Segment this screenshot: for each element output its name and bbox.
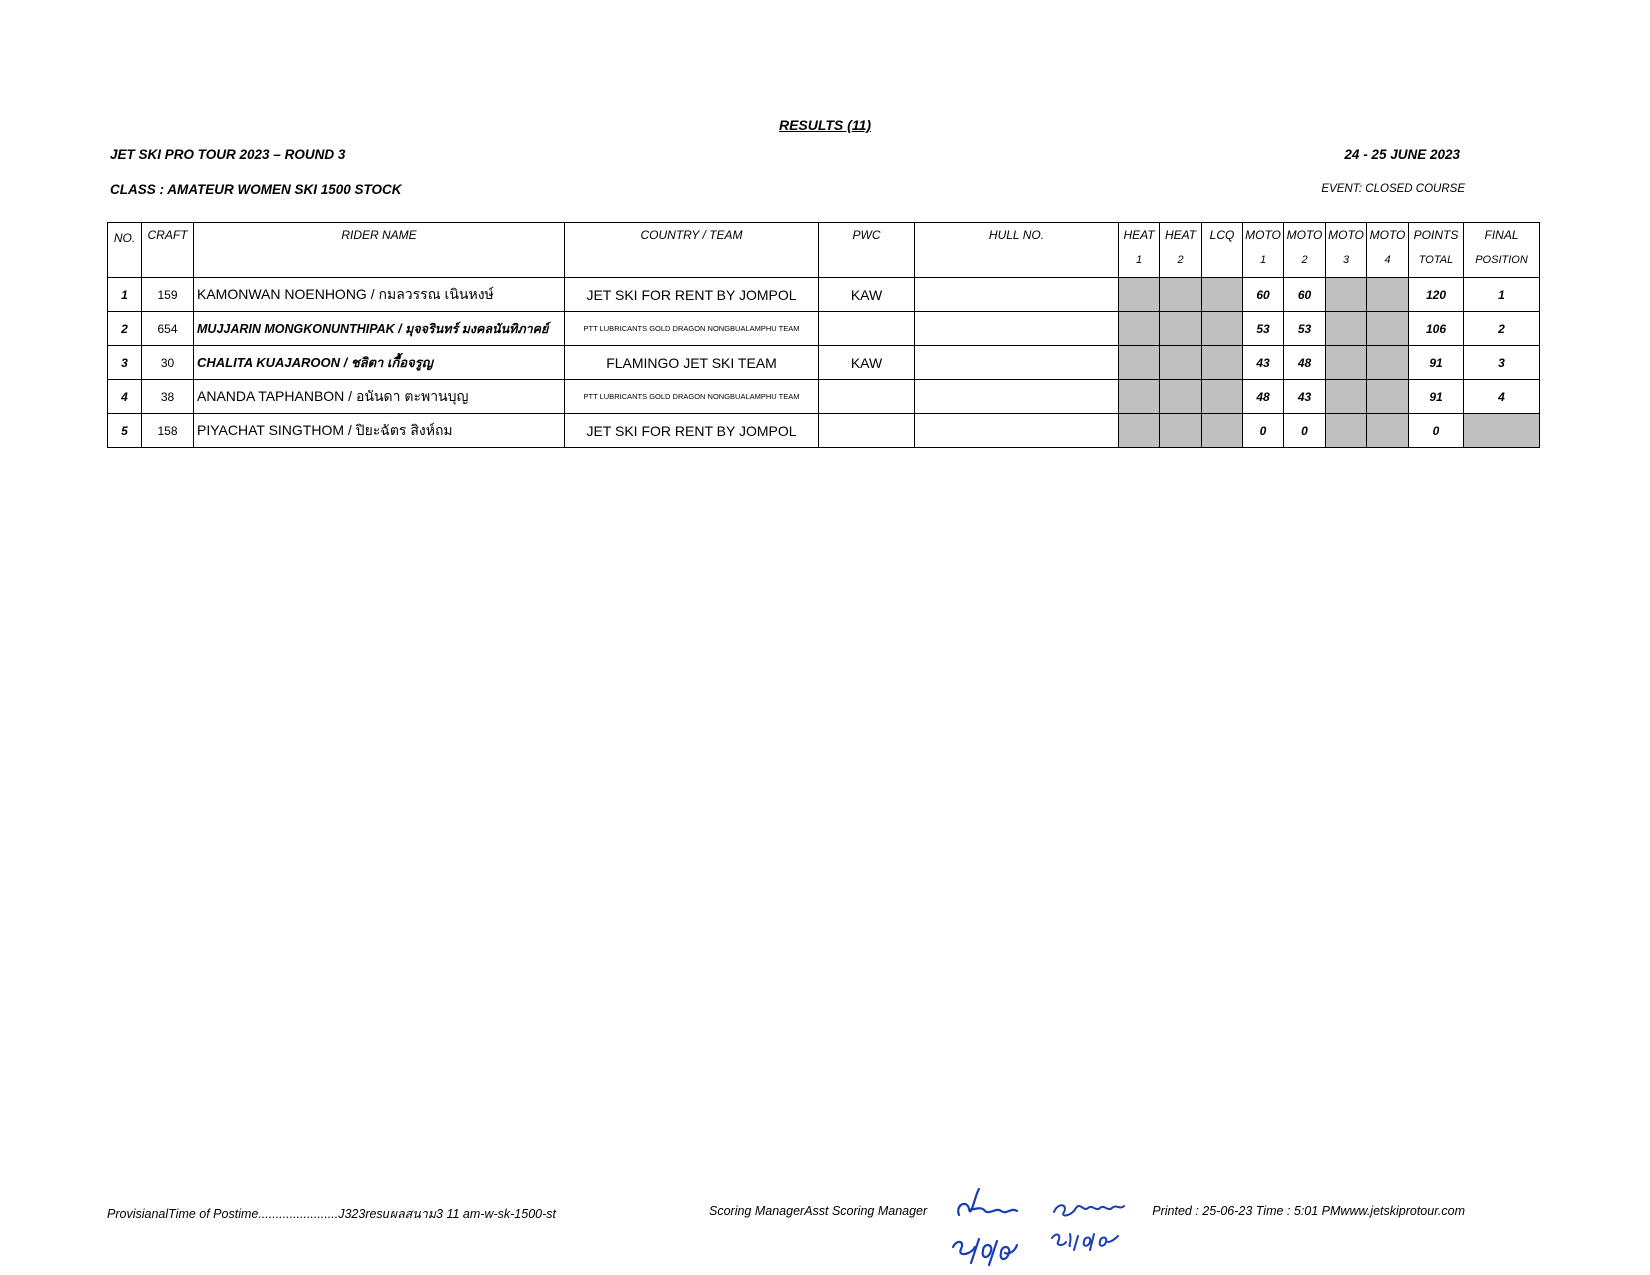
cell-lcq — [1202, 278, 1243, 312]
cell-no: 5 — [108, 414, 142, 448]
cell-moto1: 48 — [1243, 380, 1284, 414]
cell-final: 1 — [1464, 278, 1540, 312]
cell-rider: MUJJARIN MONGKONUNTHIPAK / มุจจรินทร์ มงคลนันทิภาคย์ — [194, 312, 565, 346]
cell-no: 3 — [108, 346, 142, 380]
cell-points: 91 — [1409, 380, 1464, 414]
class-name: CLASS : AMATEUR WOMEN SKI 1500 STOCK — [110, 182, 402, 197]
cell-points: 106 — [1409, 312, 1464, 346]
cell-no: 4 — [108, 380, 142, 414]
cell-heat2 — [1160, 346, 1202, 380]
cell-heat1 — [1119, 346, 1160, 380]
cell-team: PTT LUBRICANTS GOLD DRAGON NONGBUALAMPHU TEAM — [565, 380, 819, 414]
cell-final: 2 — [1464, 312, 1540, 346]
table-header-row — [108, 223, 1540, 278]
cell-team: FLAMINGO JET SKI TEAM — [565, 346, 819, 380]
cell-craft: 159 — [142, 278, 194, 312]
header-moto1: MOTO 1 — [1243, 223, 1284, 278]
cell-heat2 — [1160, 312, 1202, 346]
cell-rider: CHALITA KUAJAROON / ชลิตา เกื้อจรูญ — [194, 346, 565, 380]
results-table — [107, 222, 1540, 448]
cell-team: JET SKI FOR RENT BY JOMPOL — [565, 414, 819, 448]
cell-final: 3 — [1464, 346, 1540, 380]
signature-scoring-manager — [945, 1185, 1035, 1270]
cell-rider: PIYACHAT SINGTHOM / ปิยะฉัตร สิงห์ถม — [194, 414, 565, 448]
cell-rider: ANANDA TAPHANBON / อนันดา ตะพานบุญ — [194, 380, 565, 414]
cell-team: PTT LUBRICANTS GOLD DRAGON NONGBUALAMPHU TEAM — [565, 312, 819, 346]
cell-hull — [915, 380, 1119, 414]
header-heat2: HEAT 2 — [1160, 223, 1202, 278]
cell-craft: 30 — [142, 346, 194, 380]
results-title: RESULTS (11) — [778, 117, 872, 133]
cell-moto3 — [1326, 414, 1367, 448]
cell-team: JET SKI FOR RENT BY JOMPOL — [565, 278, 819, 312]
cell-moto1: 53 — [1243, 312, 1284, 346]
cell-heat2 — [1160, 380, 1202, 414]
cell-hull — [915, 346, 1119, 380]
cell-moto2: 0 — [1284, 414, 1326, 448]
cell-moto4 — [1367, 312, 1409, 346]
cell-pwc — [819, 414, 915, 448]
table-row — [108, 346, 1540, 380]
table-row — [108, 312, 1540, 346]
header-moto2: MOTO 2 — [1284, 223, 1326, 278]
cell-lcq — [1202, 414, 1243, 448]
cell-moto4 — [1367, 278, 1409, 312]
cell-moto1: 43 — [1243, 346, 1284, 380]
cell-final — [1464, 414, 1540, 448]
cell-lcq — [1202, 380, 1243, 414]
cell-moto1: 60 — [1243, 278, 1284, 312]
footer-printed: Printed : 25-06-23 Time : 5:01 PMwww.jetskiprotour.com — [1152, 1204, 1465, 1218]
cell-craft: 158 — [142, 414, 194, 448]
cell-heat1 — [1119, 278, 1160, 312]
table-row — [108, 278, 1540, 312]
table-row — [108, 380, 1540, 414]
signature-asst-scoring-manager — [1048, 1198, 1128, 1258]
cell-moto4 — [1367, 346, 1409, 380]
header-no: NO. — [108, 223, 142, 278]
header-final: FINAL POSITION — [1464, 223, 1540, 278]
table-row — [108, 414, 1540, 448]
cell-heat2 — [1160, 414, 1202, 448]
header-pwc: PWC — [819, 223, 915, 278]
cell-points: 120 — [1409, 278, 1464, 312]
cell-pwc — [819, 380, 915, 414]
event-type: EVENT: CLOSED COURSE — [1321, 183, 1465, 195]
header-points: POINTS TOTAL — [1409, 223, 1464, 278]
cell-moto2: 43 — [1284, 380, 1326, 414]
header-moto4: MOTO 4 — [1367, 223, 1409, 278]
header-moto3: MOTO 3 — [1326, 223, 1367, 278]
cell-moto3 — [1326, 278, 1367, 312]
cell-final: 4 — [1464, 380, 1540, 414]
cell-lcq — [1202, 346, 1243, 380]
footer-scoring-manager: Scoring ManagerAsst Scoring Manager — [709, 1204, 928, 1218]
cell-no: 1 — [108, 278, 142, 312]
cell-lcq — [1202, 312, 1243, 346]
cell-no: 2 — [108, 312, 142, 346]
cell-pwc: KAW — [819, 346, 915, 380]
cell-moto4 — [1367, 414, 1409, 448]
cell-heat1 — [1119, 312, 1160, 346]
event-date: 24 - 25 JUNE 2023 — [1344, 147, 1460, 162]
cell-pwc: KAW — [819, 278, 915, 312]
cell-moto2: 60 — [1284, 278, 1326, 312]
header-hull: HULL NO. — [915, 223, 1119, 278]
cell-moto4 — [1367, 380, 1409, 414]
cell-heat1 — [1119, 380, 1160, 414]
cell-points: 0 — [1409, 414, 1464, 448]
cell-moto3 — [1326, 312, 1367, 346]
header-heat1: HEAT 1 — [1119, 223, 1160, 278]
cell-heat1 — [1119, 414, 1160, 448]
cell-rider: KAMONWAN NOENHONG / กมลวรรณ เนินหงษ์ — [194, 278, 565, 312]
cell-moto1: 0 — [1243, 414, 1284, 448]
cell-hull — [915, 414, 1119, 448]
cell-hull — [915, 278, 1119, 312]
cell-heat2 — [1160, 278, 1202, 312]
cell-moto3 — [1326, 380, 1367, 414]
header-craft: CRAFT — [142, 223, 194, 278]
cell-moto3 — [1326, 346, 1367, 380]
cell-moto2: 53 — [1284, 312, 1326, 346]
footer-provisional: ProvisianalTime of Postime.......................J323resuผลสนาม3 11 am-w-sk-1500-st — [107, 1207, 556, 1221]
header-rider: RIDER NAME — [194, 223, 565, 278]
cell-craft: 654 — [142, 312, 194, 346]
header-lcq: LCQ — [1202, 223, 1243, 278]
cell-points: 91 — [1409, 346, 1464, 380]
cell-moto2: 48 — [1284, 346, 1326, 380]
cell-hull — [915, 312, 1119, 346]
event-name: JET SKI PRO TOUR 2023 – ROUND 3 — [110, 147, 346, 162]
cell-pwc — [819, 312, 915, 346]
cell-craft: 38 — [142, 380, 194, 414]
header-team: COUNTRY / TEAM — [565, 223, 819, 278]
